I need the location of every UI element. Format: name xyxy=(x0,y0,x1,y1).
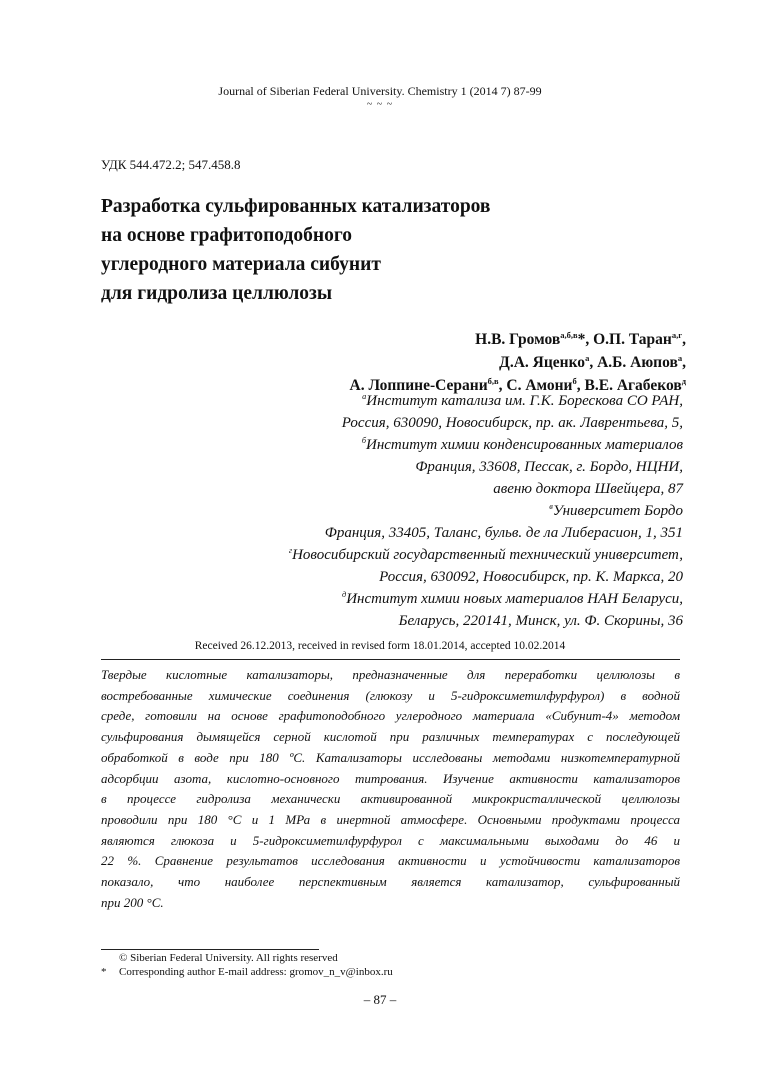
affiliation-line xyxy=(289,434,683,456)
author-separator: *, xyxy=(577,331,594,348)
corresponding-author-text: Corresponding author E-mail address: gromov_n_v@inbox.ru xyxy=(119,966,393,978)
affiliation-line xyxy=(289,610,683,632)
abstract-line: адсорбции азота, кислотно-основного титрования. Изучение активности катализаторов xyxy=(101,770,680,786)
affiliation-text: Беларусь, 220141, Минск, ул. Ф. Скорины, 36 xyxy=(398,613,683,629)
abstract-line: показало, что наиболее перспективным является катализатор, сульфированный xyxy=(101,874,680,890)
affiliation-list xyxy=(289,390,683,632)
title-line: углеродного материала сибунит xyxy=(101,254,381,275)
footnote-divider xyxy=(101,949,319,950)
author-affil-sup: а xyxy=(585,352,590,363)
affiliation-text: Университет Бордо xyxy=(552,503,683,519)
title-line: на основе графитоподобного xyxy=(101,225,352,246)
author-name: А.Б. Аюпов xyxy=(597,354,678,371)
affiliation-line xyxy=(289,412,683,434)
affiliation-text: Россия, 630090, Новосибирск, пр. ак. Лаврентьева, 5, xyxy=(341,415,683,431)
author-affil-sup: а xyxy=(677,352,683,363)
affiliation-line xyxy=(289,500,683,522)
author-affil-sup: а,б,в xyxy=(560,329,578,340)
affiliation-text: Институт химии новых материалов НАН Беларуси, xyxy=(346,591,683,607)
corresponding-author-footnote xyxy=(101,966,393,978)
affiliation-text: Россия, 630092, Новосибирск, пр. К. Маркса, 20 xyxy=(379,569,683,585)
author-name: А. Лоппине-Серани xyxy=(349,377,488,394)
affiliation-text: Институт катализа им. Г.К. Борескова СО РАН, xyxy=(366,393,683,409)
author-affil-sup: б xyxy=(572,375,577,386)
author-list xyxy=(350,328,686,397)
affiliation-sup: а xyxy=(362,392,367,401)
abstract xyxy=(101,665,680,913)
author-separator: , xyxy=(576,377,585,394)
abstract-divider xyxy=(101,659,680,660)
header-ornament: ~ ~ ~ xyxy=(366,99,394,110)
author-name: Д.А. Яценко xyxy=(499,354,586,371)
affiliation-sup: б xyxy=(361,436,366,445)
author-name: О.П. Таран xyxy=(593,331,672,348)
affiliation-line xyxy=(289,456,683,478)
affiliation-line xyxy=(289,478,683,500)
title-line: для гидролиза целлюлозы xyxy=(101,283,333,304)
affiliation-text: Франция, 33405, Таланс, бульв. де ла Либерасион, 1, 351 xyxy=(324,525,683,541)
affiliation-sup: в xyxy=(549,502,553,511)
author-separator: , xyxy=(498,377,507,394)
author-affil-sup: б,в xyxy=(487,375,499,386)
author-separator: , xyxy=(589,354,598,371)
abstract-line: востребованные химические соединения (глюкозу и 5-гидроксиметилфурфурол) в водной xyxy=(101,687,680,703)
author-name: В.Е. Агабеков xyxy=(584,377,682,394)
author-line xyxy=(350,328,686,351)
abstract-line: 22 %. Сравнение результатов исследования активности и устойчивости катализаторов xyxy=(101,853,680,869)
affiliation-line xyxy=(289,566,683,588)
abstract-line: в процессе гидролиза механически активированной микрокристаллической целлюлозы xyxy=(101,791,680,807)
affiliation-text: Новосибирский государственный технический университет, xyxy=(292,547,683,563)
affiliation-sup: д xyxy=(342,590,347,599)
abstract-line: при 200 °С. xyxy=(101,894,164,910)
affiliation-sup: г xyxy=(288,546,293,555)
footnote-mark: * xyxy=(101,966,107,978)
author-line xyxy=(350,351,686,374)
author-name: С. Амони xyxy=(506,377,573,394)
article-title xyxy=(101,192,661,308)
author-affil-sup: д xyxy=(681,375,686,386)
author-separator: , xyxy=(682,354,686,371)
copyright-footnote: © Siberian Federal University. All rights reserved xyxy=(119,952,338,964)
page-number: – 87 – xyxy=(363,992,397,1007)
abstract-line: являются глюкоза и 5-гидроксиметилфурфурол с максимальными выходами до 46 и xyxy=(101,832,680,848)
abstract-line: сульфирования дымящейся серной кислотой при различных температурах с последующей xyxy=(101,729,680,745)
abstract-line: обработкой в воде при 180 ºС. Катализаторы исследованы методами низкотемпературной xyxy=(101,749,680,765)
affiliation-line xyxy=(289,544,683,566)
udk-code: УДК 544.472.2; 547.458.8 xyxy=(101,157,241,172)
abstract-line: среде, готовили на основе графитоподобного углеродного материала «Сибунит-4» методом xyxy=(101,708,680,724)
affiliation-line xyxy=(289,522,683,544)
abstract-line: Твердые кислотные катализаторы, предназначенные для переработки целлюлозы в xyxy=(101,667,680,682)
journal-header: Journal of Siberian Federal University. Chemistry 1 (2014 7) 87-99 xyxy=(218,84,542,98)
affiliation-line xyxy=(289,588,683,610)
affiliation-text: Франция, 33608, Пессак, г. Бордо, НЦНИ, xyxy=(415,459,683,475)
received-dates: Received 26.12.2013, received in revised form 18.01.2014, accepted 10.02.2014 xyxy=(194,640,566,652)
abstract-line: проводили при 180 °С и 1 МРа в инертной атмосфере. Основными продуктами процесса xyxy=(101,811,680,827)
affiliation-text: авеню доктора Швейцера, 87 xyxy=(493,481,683,497)
affiliation-line xyxy=(289,390,683,412)
author-affil-sup: а,г xyxy=(671,329,683,340)
title-line: Разработка сульфированных катализаторов xyxy=(101,196,491,217)
author-name: Н.В. Громов xyxy=(475,331,561,348)
affiliation-text: Институт химии конденсированных материалов xyxy=(365,437,683,453)
author-separator: , xyxy=(682,331,686,348)
